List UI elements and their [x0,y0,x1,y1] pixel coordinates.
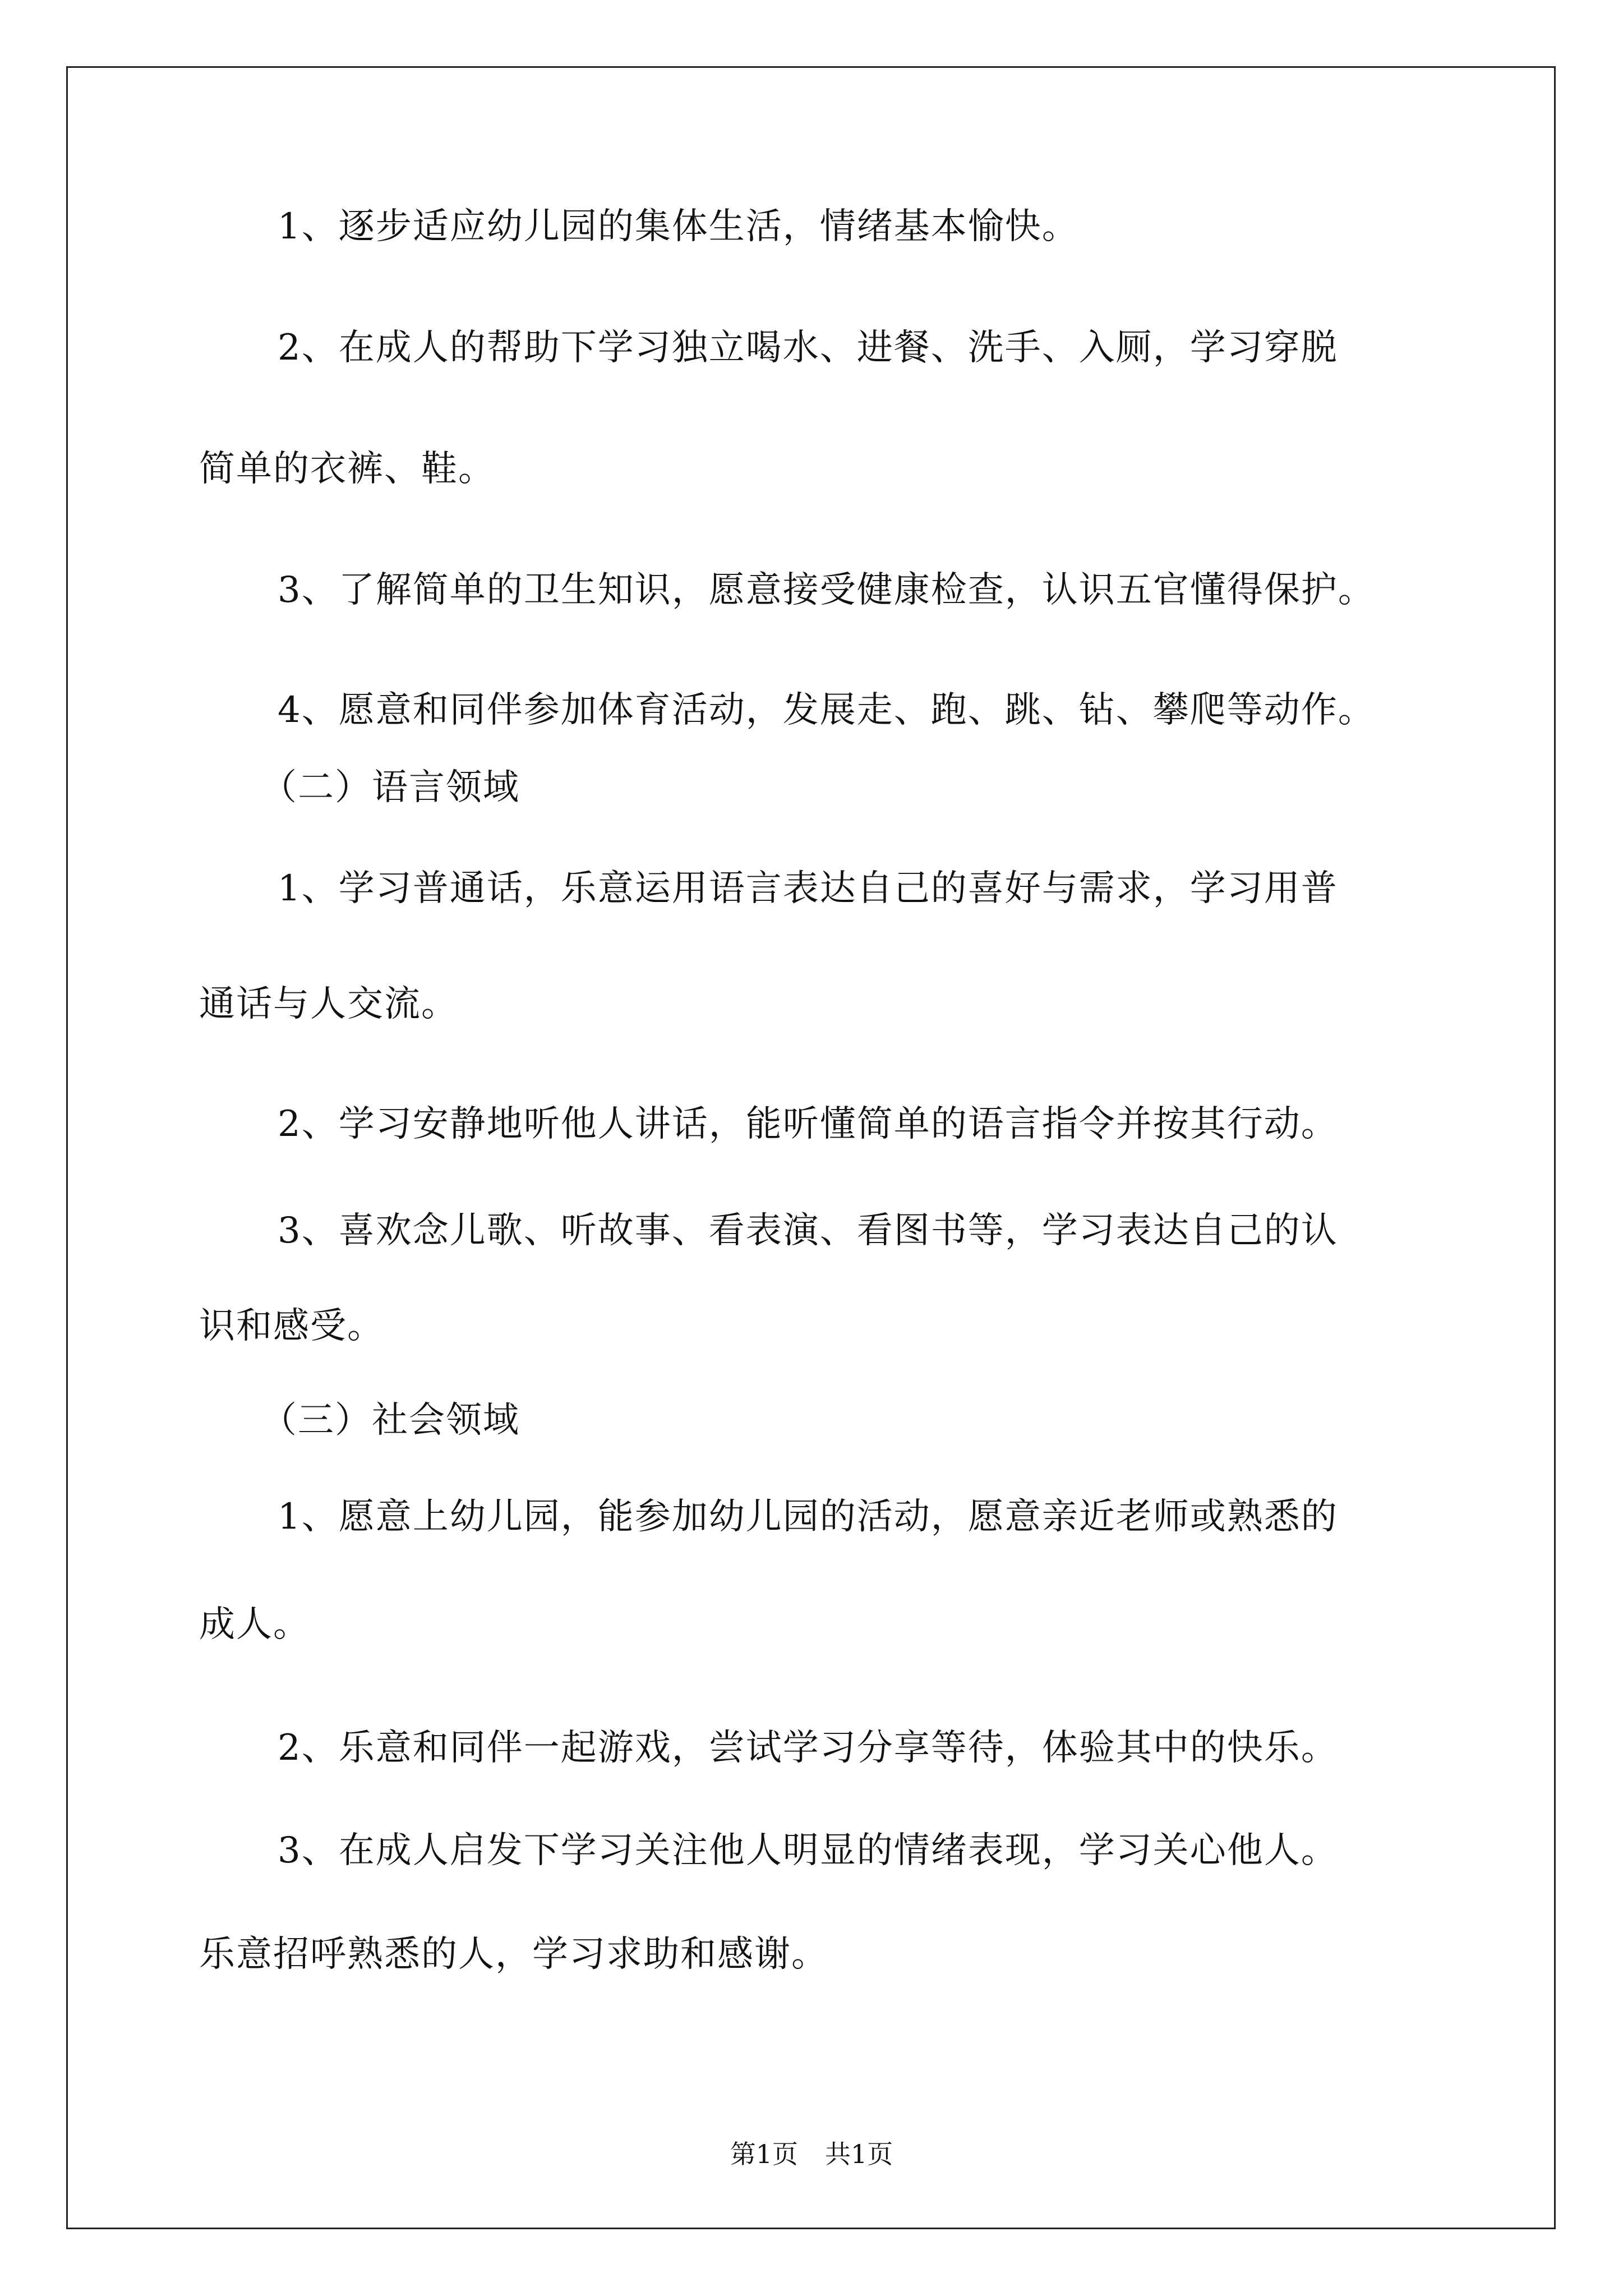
paragraph-health-2: 2、在成人的帮助下学习独立喝水、进餐、洗手、入厕，学习穿脱 [278,327,1338,369]
section-heading-language: （二）语言领域 [261,767,520,808]
paragraph-language-1-continued: 通话与人交流。 [199,983,458,1025]
paragraph-social-1: 1、愿意上幼儿园，能参加幼儿园的活动，愿意亲近老师或熟悉的 [278,1496,1338,1538]
paragraph-health-3: 3、了解简单的卫生知识，愿意接受健康检查，认识五官懂得保护。 [278,569,1375,611]
paragraph-social-3: 3、在成人启发下学习关注他人明显的情绪表现，学习关心他人。 [278,1830,1338,1871]
paragraph-language-3-continued: 识和感受。 [199,1305,384,1347]
page-total: 共1页 [825,2139,893,2169]
paragraph-language-1: 1、学习普通话，乐意运用语言表达自己的喜好与需求，学习用普 [278,868,1338,909]
section-heading-social: （三）社会领域 [261,1400,520,1441]
paragraph-social-2: 2、乐意和同伴一起游戏，尝试学习分享等待，体验其中的快乐。 [278,1727,1338,1769]
paragraph-language-3: 3、喜欢念儿歌、听故事、看表演、看图书等，学习表达自己的认 [278,1210,1338,1251]
paragraph-health-2-continued: 简单的衣裤、鞋。 [199,448,495,490]
paragraph-social-1-continued: 成人。 [199,1604,310,1645]
paragraph-health-4: 4、愿意和同伴参加体育活动，发展走、跑、跳、钻、攀爬等动作。 [278,689,1375,731]
page-number: 第1页 [730,2139,798,2169]
paragraph-social-3-continued: 乐意招呼熟悉的人，学习求助和感谢。 [199,1934,828,1975]
paragraph-health-1: 1、逐步适应幼儿园的集体生活，情绪基本愉快。 [278,206,1079,247]
page-footer [0,2137,1623,2171]
page-border [66,66,1556,2229]
paragraph-language-2: 2、学习安静地听他人讲话，能听懂简单的语言指令并按其行动。 [278,1103,1338,1145]
